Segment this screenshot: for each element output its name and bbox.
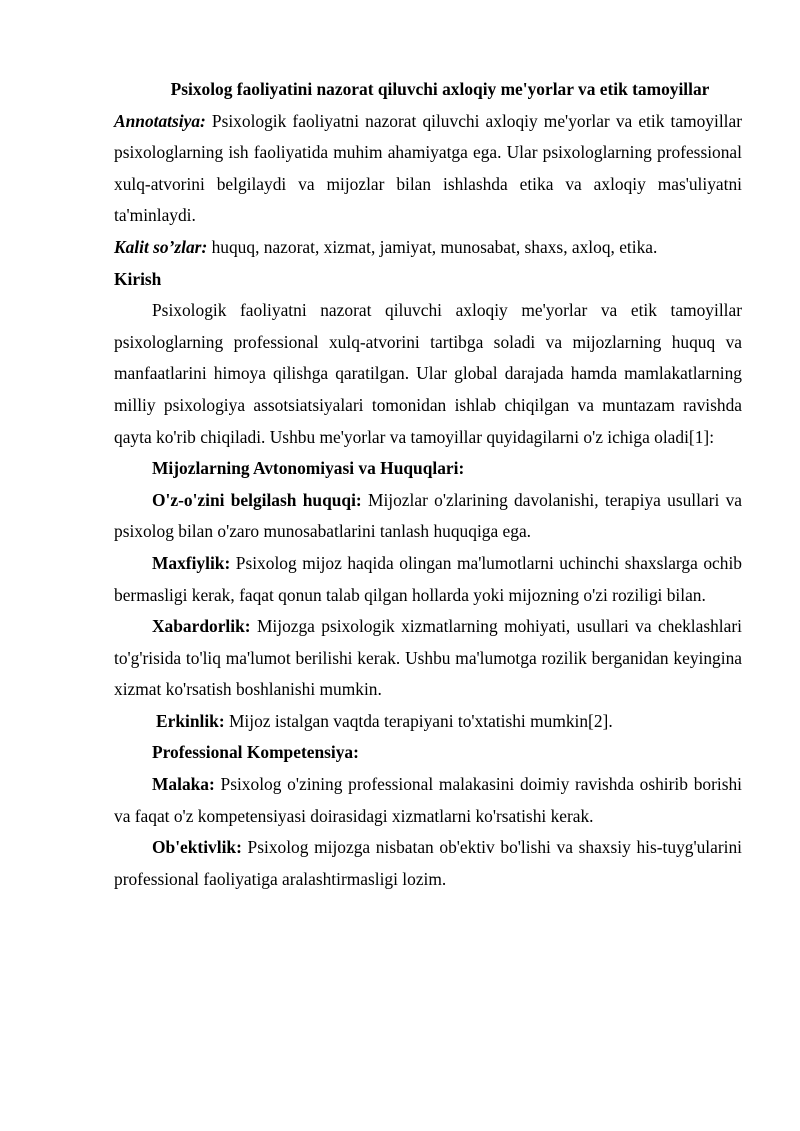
section2-heading: Professional Kompetensiya: [152,742,359,763]
document-page [114,74,742,895]
section1-item-awareness [114,611,742,706]
section1-item-freedom [114,706,742,738]
item-text: Mijozga psixologik xizmatlarning mohiyati, usullari va cheklashlari to'g'risida to'liq ma'lumot berilishi kerak. Ushbu ma'lumotga rozilik berganidan keyingina xizmat ko'rsatish boshlanishi mumkin. [114,616,742,700]
annotation-label: Annotatsiya: [114,110,206,131]
section1-item-confidentiality [114,548,742,611]
document-title: Psixolog faoliyatini nazorat qiluvchi axloqiy me'yorlar va etik tamoyillar [170,79,710,99]
item-text: Mijozlar o'zlarining davolanishi, terapiya usullari va psixolog bilan o'zaro munosabatlarini tanlash huquqiga ega. [114,489,742,542]
intro-heading: Kirish [114,268,162,289]
section2-item-qualification [114,769,742,832]
section1-heading: Mijozlarning Avtonomiyasi va Huquqlari: [152,458,465,479]
section1-item-self-determination [114,485,742,548]
item-label: Malaka: [152,774,215,795]
annotation-paragraph [114,106,742,232]
annotation-text: Psixologik faoliyatni nazorat qiluvchi axloqiy me'yorlar va etik tamoyillar psixologlarning ish faoliyatida muhim ahamiyatga ega. Ular psixologlarning professional xulq-atvorini belgilaydi va mijozlar bilan ishlashda etika va axloqiy mas'uliyatni ta'minlaydi. [114,110,742,226]
keywords-paragraph [114,232,742,264]
section2-item-objectivity [114,832,742,895]
keywords-label: Kalit so’zlar: [114,236,208,257]
intro-paragraph: Psixologik faoliyatni nazorat qiluvchi axloqiy me'yorlar va etik tamoyillar psixologlarning professional xulq-atvorini tartibga soladi va mijozlarning huquq va manfaatlarini himoya qilishga qaratilgan. Ular global darajada hamda mamlakatlarning milliy psixologiya assotsiatsiyalari tomonidan ishlab chiqilgan va muntazam ravishda qayta ko'rib chiqiladi. Ushbu me'yorlar va tamoyillar quyidagilarni o'z ichiga oladi[1]: [114,300,742,447]
item-text: Psixolog mijoz haqida olingan ma'lumotlarni uchinchi shaxslarga ochib bermasligi kerak, faqat qonun talab qilgan hollarda yoki mijozning o'zi roziligi bilan. [114,552,742,605]
item-label: Erkinlik: [156,710,225,731]
item-label: Ob'ektivlik: [152,837,242,858]
item-text: Psixolog o'zining professional malakasini doimiy ravishda oshirib borishi va faqat o'z kompetensiyasi doirasidagi xizmatlarni ko'rsatishi kerak. [114,774,742,826]
item-label: Xabardorlik: [152,616,251,637]
item-text: Psixolog mijozga nisbatan ob'ektiv bo'lishi va shaxsiy his-tuyg'ularini professional faoliyatiga aralashtirmasligi lozim. [114,837,742,889]
item-label: Maxfiylik: [152,552,231,573]
keywords-text: huquq, nazorat, xizmat, jamiyat, munosabat, shaxs, axloq, etika. [207,236,658,257]
item-label: O'z-o'zini belgilash huquqi: [152,489,362,510]
item-text: Mijoz istalgan vaqtda terapiyani to'xtatishi mumkin[2]. [224,710,613,731]
